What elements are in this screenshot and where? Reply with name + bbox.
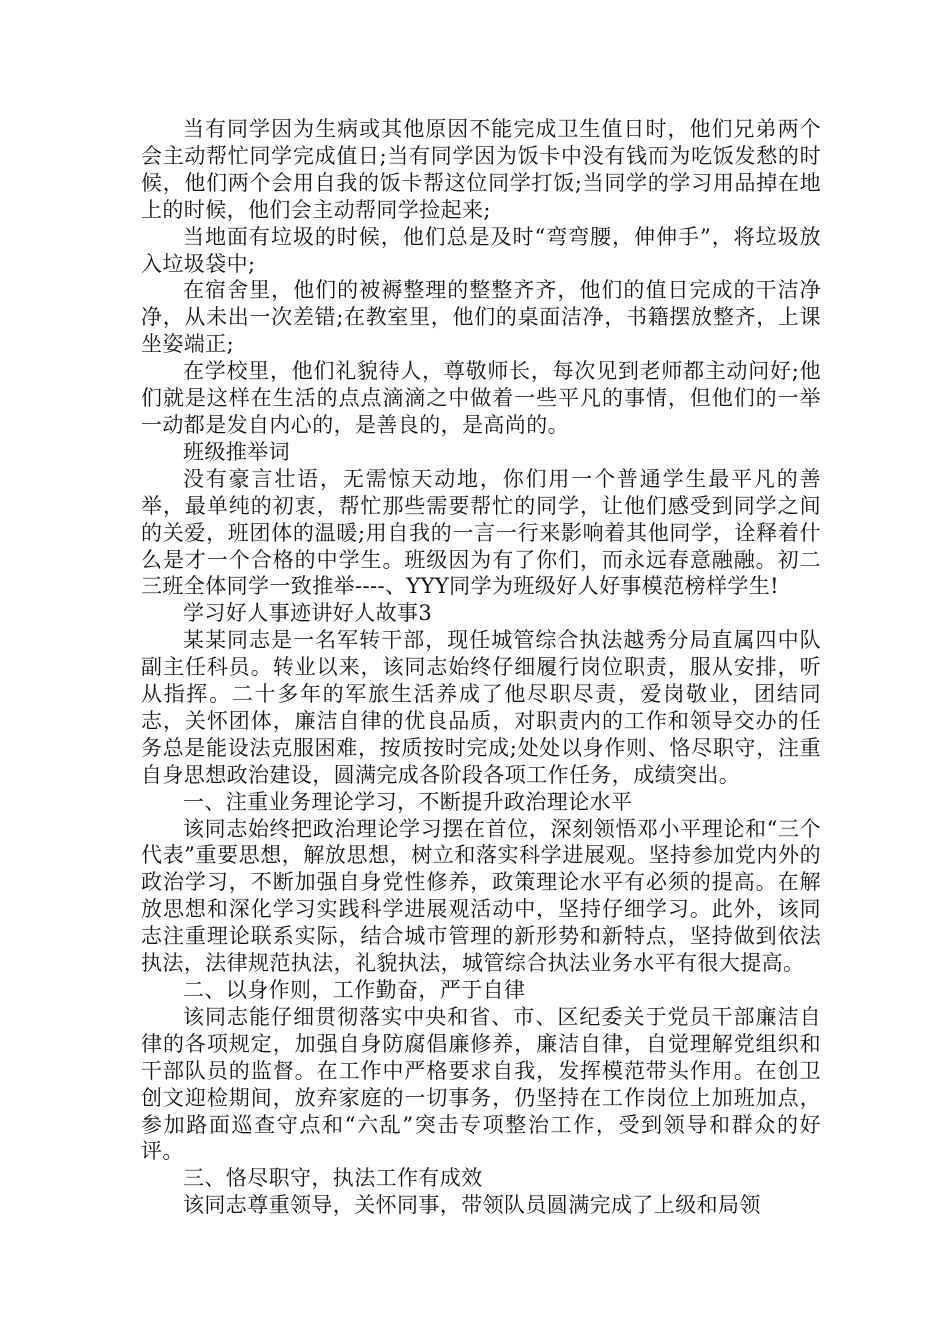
paragraph-picking-up-litter: 当地面有垃圾的时候，他们总是及时“弯弯腰，伸伸手”，将垃圾放入垃圾袋中; <box>141 224 821 276</box>
paragraph-helping-classmates: 当有同学因为生病或其他原因不能完成卫生值日时，他们兄弟两个会主动帮忙同学完成值日;当有同学因为饭卡中没有钱而为吃饭发愁的时候，他们两个会用自我的饭卡帮这位同学打饭;当同学的学习用品掉在地上的时候，他们会主动帮同学捡起来; <box>141 117 821 222</box>
paragraph-duty-results: 该同志尊重领导，关怀同事，带领队员圆满完成了上级和局领 <box>183 1193 761 1218</box>
paragraph-dormitory-tidiness: 在宿舍里，他们的被褥整理的整整齐齐，他们的值日完成的干洁净净，从未出一次差错;在教室里，他们的桌面洁净，书籍摆放整齐，上课坐姿端正; <box>141 278 821 357</box>
heading-section-two: 二、以身作则，工作勤奋，严于自律 <box>183 978 526 1002</box>
paragraph-class-recommendation: 没有豪言壮语，无需惊天动地，你们用一个普通学生最平凡的善举，最单纯的初衷，帮忙那些需要帮忙的同学，让他们感受到同学之间的关爱，班团体的温暖;用自我的一言一行来影响着其他同学，诠释着什么是才一个合格的中学生。班级因为有了你们，而永远春意融融。初二三班全体同学一致推举----、YYY同学为班级好人好事模范榜样学生! <box>141 466 821 599</box>
heading-section-three: 三、恪尽职守，执法工作有成效 <box>183 1166 483 1191</box>
heading-section-one: 一、注重业务理论学习，不断提升政治理论水平 <box>183 789 633 814</box>
paragraph-self-discipline: 该同志能仔细贯彻落实中央和省、市、区纪委关于党员干部廉洁自律的各项规定，加强自身防腐倡廉修养，廉洁自律，自觉理解党组织和干部队员的监督。在工作中严格要求自我，发挥模范带头作用。在创卫创文迎检期间，放弃家庭的一切事务，仍坚持在工作岗位上加班加点，参加路面巡查守点和“六乱”突击专项整治工作，受到领导和群众的好评。 <box>141 1004 821 1164</box>
paragraph-comrade-intro: 某某同志是一名军转干部，现任城管综合执法越秀分局直属四中队副主任科员。转业以来，该同志始终仔细履行岗位职责，服从安排，听从指挥。二十多年的军旅生活养成了他尽职尽责，爱岗敬业，团结同志，关怀团体，廉洁自律的优良品质，对职责内的工作和领导交办的任务总是能设法克服困难，按质按时完成;处处以身作则、恪尽职守，注重自身思想政治建设，圆满完成各阶段各项工作任务，成绩突出。 <box>141 628 821 787</box>
paragraph-theory-study: 该同志始终把政治理论学习摆在首位，深刻领悟邓小平理论和“三个代表”重要思想，解放思想，树立和落实科学进展观。坚持参加党内外的政治学习，不断加强自身党性修养，政策理论水平有必须的提高。在解放思想和深化学习实践科学进展观活动中，坚持仔细学习。此外，该同志注重理论联系实际，结合城市管理的新形势和新特点，坚持做到依法执法，法律规范执法，礼貌执法，城管综合执法业务水平有很大提高。 <box>141 816 821 976</box>
heading-class-recommendation: 班级推举词 <box>183 439 290 464</box>
document-body <box>141 116 821 1219</box>
heading-good-person-story-3: 学习好人事迹讲好人故事3 <box>183 601 433 626</box>
paragraph-politeness: 在学校里，他们礼貌待人，尊敬师长，每次见到老师都主动问好;他们就是这样在生活的点点滴滴之中做着一些平凡的事情，但他们的一举一动都是发自内心的，是善良的，是高尚的。 <box>141 359 821 437</box>
